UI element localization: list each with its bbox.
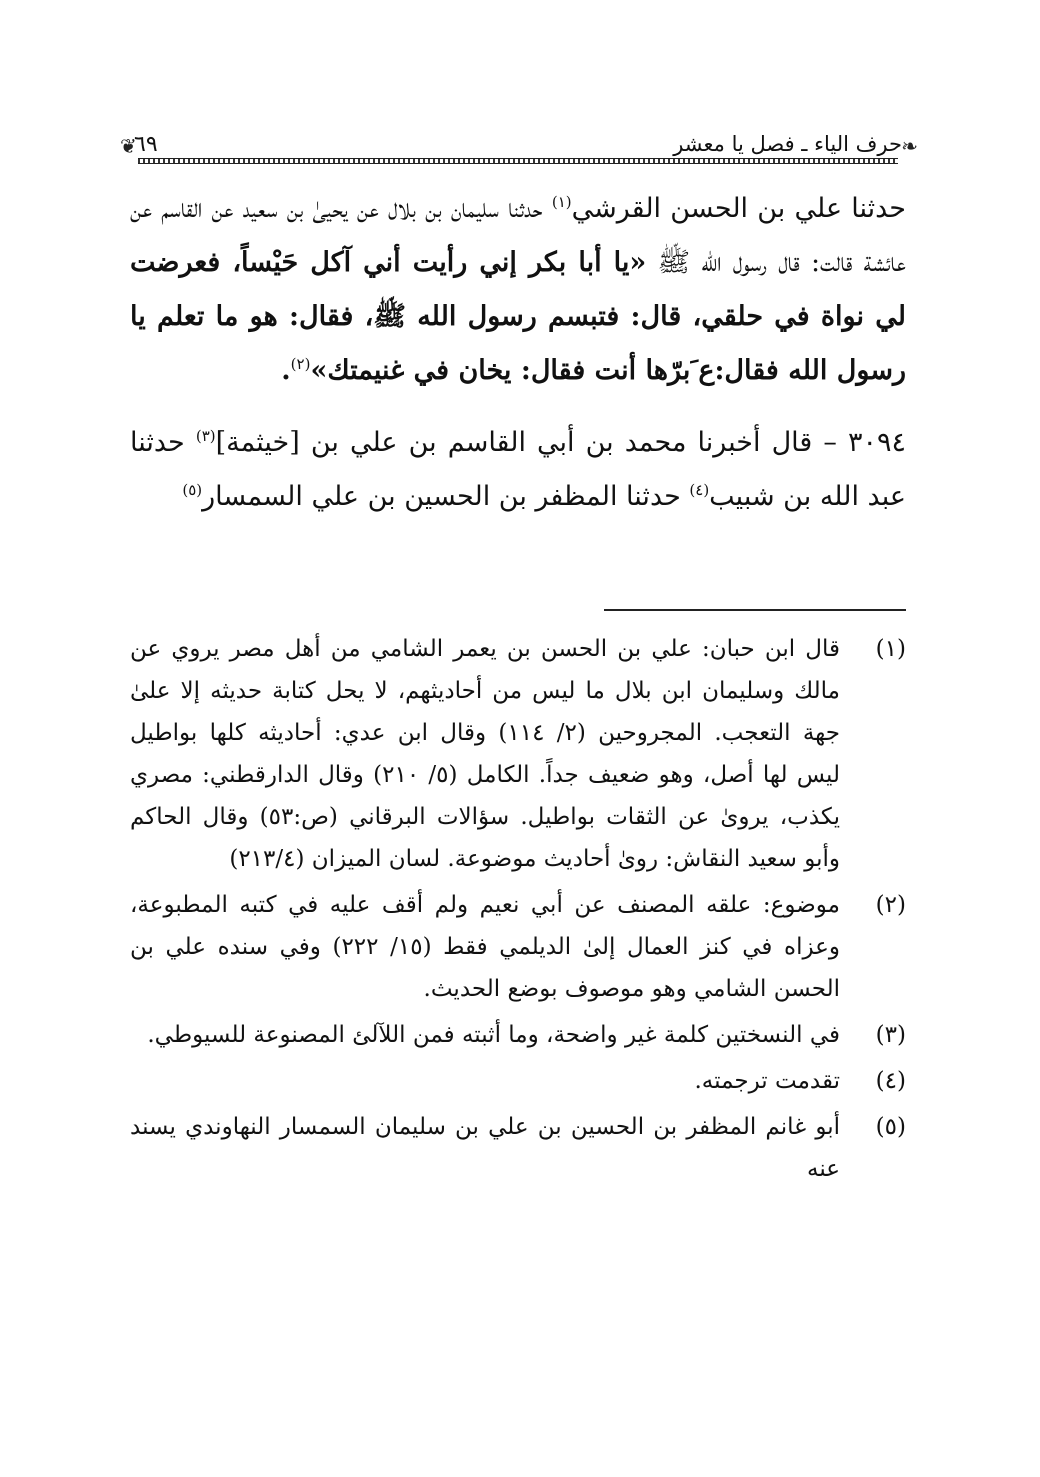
header-rule [138,158,898,164]
footnote-ref-2: (٢) [290,355,311,373]
hadith-text: «يا أبا بكر إني رأيت أني آكل حَيْساً، فعرضت لي نواة في حلقي، قال: فتبسم رسول الله ﷺ، فقال: هو ما تعلم يا رسول الله فقال:ع َبرّها أنت فقال: يخان في غنيمتك» [130,247,906,386]
running-title: حرف الياء ـ فصل يا معشر [673,132,902,156]
footnote [130,1060,906,1102]
running-header [120,128,918,162]
footnote [130,628,906,880]
footnote-number: (٤) [875,1068,906,1094]
footnote-ref-5: (٥) [182,481,203,499]
ornament-left-icon: ❦ [120,134,137,158]
footnote-text: تقدمت ترجمته. [694,1068,840,1094]
footnote-text: أبو غانم المظفر بن الحسين بن علي بن سليمان السمسار النهاوندي يسند عنه [130,1114,840,1182]
footnote [130,1014,906,1056]
footnote-text: في النسختين كلمة غير واضحة، وما أثبته فمن اللآلئ المصنوعة للسيوطي. [147,1022,840,1048]
ornament-right-icon: ❧ [901,134,918,158]
footnote-separator [604,609,906,611]
page-number: ٦٩ [134,132,158,157]
footnote-ref-4: (٤) [689,481,710,499]
footnote-ref-1: (١) [551,193,572,211]
footnote-text: قال ابن حبان: علي بن الحسن بن يعمر الشامي من أهل مصر يروي عن مالك وسليمان ابن بلال ما ليس من أحاديثهم، لا يحل كتابة حديثه إلا علىٰ جهة التعجب. المجروحين (٢/ ١١٤) وقال ابن عدي: أحاديثه كلها بواطيل ليس لها أصل، وهو ضعيف جداً. الكامل (٥/ ٢١٠) وقال الدارقطني: مصري يكذب، يروىٰ عن الثقات بواطيل. سؤالات البرقاني (ص:٥٣) وقال الحاكم وأبو سعيد النقاش: روىٰ أحاديث موضوعة. لسان الميزان (٢١٣/٤) [130,636,841,872]
main-text [130,182,906,524]
footnote [130,1106,906,1190]
footnote-number: (٢) [875,892,906,918]
paragraph-3094: ٣٠٩٤ – قال أخبرنا محمد بن أبي القاسم بن علي بن [خيثمة]$^{(٣)}$ حدثنا عبد الله بن شبيب$^{(٤)}$ حدثنا المظفر بن الحسين بن علي السمسار$^{(٥)}$ [130,427,906,512]
footnote-text: موضوع: علقه المصنف عن أبي نعيم ولم أقف عليه في كتبه المطبوعة، وعزاه في كنز العمال إلىٰ الديلمي فقط (١٥/ ٢٢٢) وفي سنده علي بن الحسن الشامي وهو موصوف بوضع الحديث. [130,892,840,1002]
footnotes [130,628,906,1194]
footnote-number: (٥) [875,1114,906,1140]
footnote-number: (٣) [875,1022,906,1048]
footnote-number: (١) [875,636,906,662]
footnote [130,884,906,1010]
footnote-ref-3: (٣) [195,427,216,445]
paragraph-3093: حدثنا علي بن الحسن القرشي$^{(١)}$ حدثنا سليمان بن بلال عن يحيىٰ بن سعيد عن القاسم عن عائشة قالت: قال رسول الله ﷺ «يا أبا بكر إني رأيت أني آكل حَيْساً، فعرضت لي نواة في حلقي، قال: فتبسم رسول الله ﷺ، فقال: هو ما تعلم يا رسول الله فقال:ع َبرّها أنت فقال: يخان في غنيمتك»$^{(٢)}$. [130,193,906,386]
